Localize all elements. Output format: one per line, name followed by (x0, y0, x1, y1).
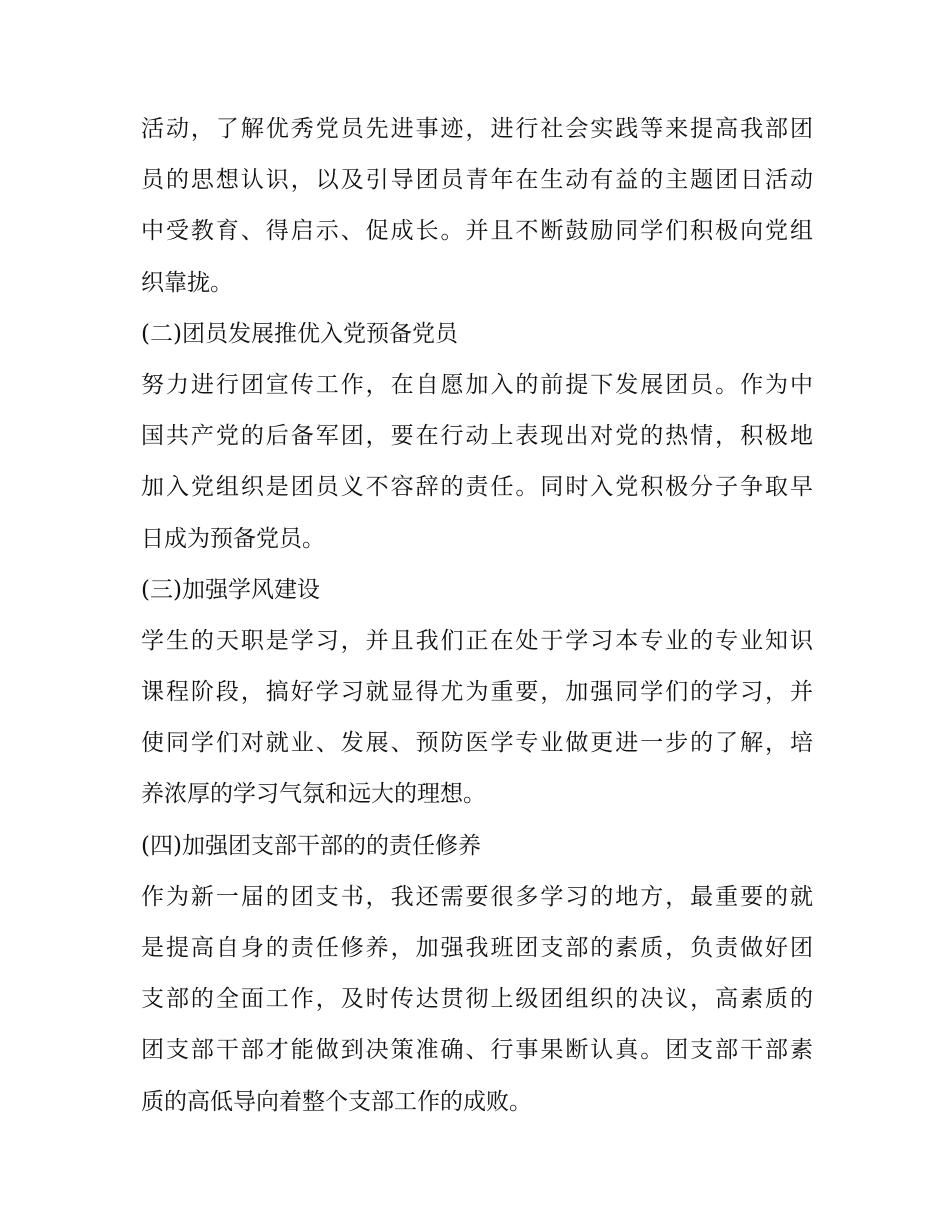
paragraph-line: 学生的天职是学习，并且我们正在处于学习本专业的专业知识 (141, 627, 813, 654)
paragraph-line: 加入党组织是团员义不容辞的责任。同时入党积极分子争取早 (141, 474, 813, 501)
paragraph-line: 活动，了解优秀党员先进事迹，进行社会实践等来提高我部团 (141, 116, 813, 142)
paragraph-line: 课程阶段，搞好学习就显得尤为重要，加强同学们的学习，并 (141, 679, 813, 706)
paragraph-line: 努力进行团宣传工作，在自愿加入的前提下发展团员。作为中 (141, 371, 813, 398)
paragraph-line: 中受教育、得启示、促成长。并且不断鼓励同学们积极向党组 (141, 218, 813, 245)
paragraph-line: 养浓厚的学习气氛和远大的理想。 (141, 781, 486, 808)
paragraph-line: 员的思想认识，以及引导团员青年在生动有益的主题团日活动 (141, 167, 813, 194)
section-heading: (三)加强学风建设 (141, 576, 320, 603)
paragraph-line: 支部的全面工作，及时传达贯彻上级团组织的决议，高素质的 (141, 986, 813, 1013)
paragraph-line: 作为新一届的团支书，我还需要很多学习的地方，最重要的就 (141, 883, 813, 910)
paragraph-line: 使同学们对就业、发展、预防医学专业做更进一步的了解，培 (141, 730, 813, 757)
paragraph-line: 日成为预备党员。 (141, 525, 325, 552)
section-heading: (四)加强团支部干部的的责任修养 (141, 832, 481, 859)
paragraph-line: 国共产党的后备军团，要在行动上表现出对党的热情，积极地 (141, 423, 813, 450)
paragraph-line: 团支部干部才能做到决策准确、行事果断认真。团支部干部素 (141, 1037, 813, 1064)
paragraph-line: 是提高自身的责任修养，加强我班团支部的素质，负责做好团 (141, 935, 813, 961)
section-heading: (二)团员发展推优入党预备党员 (141, 320, 458, 347)
paragraph-line: 织靠拢。 (141, 269, 233, 296)
document-body (141, 104, 813, 1128)
paragraph-line: 质的高低导向着整个支部工作的成败。 (141, 1088, 532, 1115)
